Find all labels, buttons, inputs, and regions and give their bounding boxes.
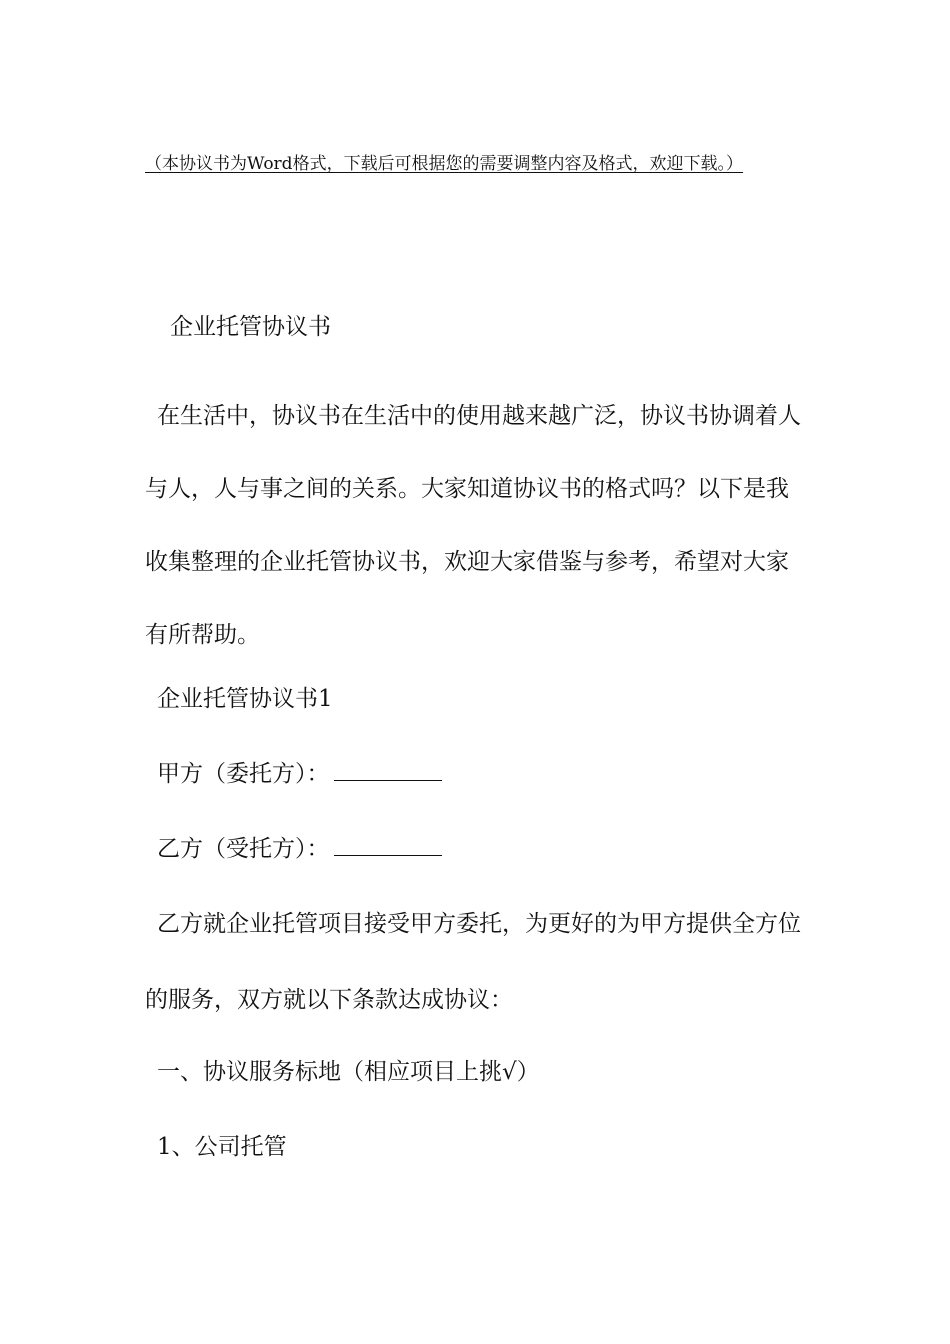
format-notice: （本协议书为Word格式，下载后可根据您的需要调整内容及格式，欢迎下载。） <box>145 154 744 174</box>
party-b-blank <box>334 833 442 856</box>
party-a-blank <box>334 758 442 781</box>
document-title: 企业托管协议书 <box>170 314 331 340</box>
clause-1-heading: 一、协议服务标地（相应项目上挑√） <box>157 1059 540 1085</box>
agreement-paragraph: 乙方就企业托管项目接受甲方委托，为更好的为甲方提供全方位的服务，双方就以下条款达成协议： <box>145 911 801 1013</box>
party-b-label: 乙方（受托方）： <box>157 836 330 862</box>
intro-paragraph: 在生活中，协议书在生活中的使用越来越广泛，协议书协调着人与人，人与事之间的关系。大家知道协议书的格式吗？以下是我收集整理的企业托管协议书，欢迎大家借鉴与参考，希望对大家有所帮助。 <box>145 403 801 648</box>
section-title: 企业托管协议书1 <box>157 686 333 712</box>
party-a-line <box>157 757 442 791</box>
party-a-label: 甲方（委托方）： <box>157 761 330 787</box>
party-b-line <box>157 832 442 866</box>
item-1: 1、公司托管 <box>157 1134 287 1160</box>
